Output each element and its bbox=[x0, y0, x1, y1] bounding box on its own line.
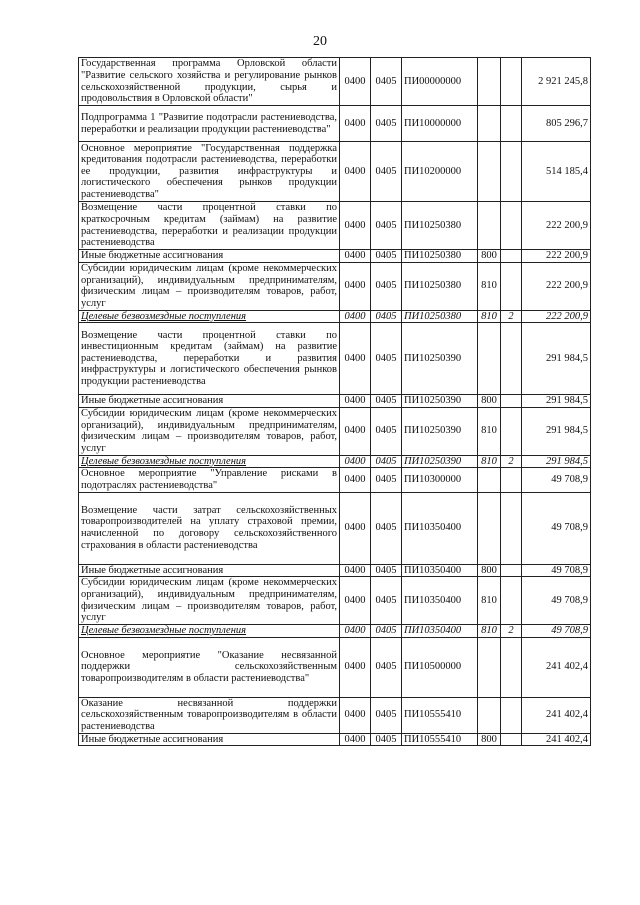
row-funding-source-code bbox=[501, 564, 522, 577]
row-target-article-code: ПИ10250390 bbox=[402, 395, 478, 408]
table-row bbox=[79, 142, 591, 202]
table-row bbox=[79, 637, 591, 697]
row-amount: 241 402,4 bbox=[522, 637, 591, 697]
row-name: Субсидии юридическим лицам (кроме некоммерческих организаций), индивидуальным предпринимателям, физическим лицам – производителям товаров, работ, услуг bbox=[79, 262, 340, 310]
row-expense-type-code: 810 bbox=[478, 407, 501, 455]
row-target-article-code: ПИ10250390 bbox=[402, 455, 478, 468]
row-name: Целевые безвозмездные поступления bbox=[79, 625, 340, 638]
row-section-code: 0400 bbox=[340, 323, 371, 395]
table-row bbox=[79, 407, 591, 455]
row-name: Основное мероприятие "Оказание несвязанной поддержки сельскохозяйственным товаропроизводителям в области растениеводства" bbox=[79, 637, 340, 697]
row-section-code: 0400 bbox=[340, 250, 371, 263]
row-expense-type-code: 810 bbox=[478, 262, 501, 310]
table-row bbox=[79, 202, 591, 250]
row-section-code: 0400 bbox=[340, 625, 371, 638]
row-subsection-code: 0405 bbox=[371, 407, 402, 455]
table-row bbox=[79, 310, 591, 323]
row-target-article-code: ПИ10250390 bbox=[402, 323, 478, 395]
row-subsection-code: 0405 bbox=[371, 625, 402, 638]
table-row bbox=[79, 250, 591, 263]
row-funding-source-code bbox=[501, 202, 522, 250]
row-subsection-code: 0405 bbox=[371, 492, 402, 564]
row-subsection-code: 0405 bbox=[371, 202, 402, 250]
row-amount: 2 921 245,8 bbox=[522, 58, 591, 106]
row-target-article-code: ПИ10250390 bbox=[402, 407, 478, 455]
row-name: Субсидии юридическим лицам (кроме некоммерческих организаций), индивидуальным предпринимателям, физическим лицам – производителям товаров, работ, услуг bbox=[79, 407, 340, 455]
row-subsection-code: 0405 bbox=[371, 323, 402, 395]
table-row bbox=[79, 468, 591, 492]
page-number: 20 bbox=[313, 34, 327, 49]
row-name: Иные бюджетные ассигнования bbox=[79, 733, 340, 746]
row-name: Подпрограмма 1 "Развитие подотрасли растениеводства, переработки и реализации продукции растениеводства" bbox=[79, 106, 340, 142]
row-funding-source-code bbox=[501, 577, 522, 625]
row-name: Основное мероприятие "Государственная поддержка кредитования подотрасли растениеводства, переработки ее продукции, развития инфраструктуры и логистического обеспечения рынков продукции растениеводства" bbox=[79, 142, 340, 202]
row-name: Субсидии юридическим лицам (кроме некоммерческих организаций), индивидуальным предпринимателям, физическим лицам – производителям товаров, работ, услуг bbox=[79, 577, 340, 625]
row-section-code: 0400 bbox=[340, 395, 371, 408]
row-subsection-code: 0405 bbox=[371, 58, 402, 106]
row-expense-type-code bbox=[478, 202, 501, 250]
table-row bbox=[79, 455, 591, 468]
row-amount: 49 708,9 bbox=[522, 625, 591, 638]
budget-table bbox=[78, 57, 591, 746]
row-amount: 291 984,5 bbox=[522, 407, 591, 455]
row-target-article-code: ПИ10350400 bbox=[402, 492, 478, 564]
row-subsection-code: 0405 bbox=[371, 310, 402, 323]
row-target-article-code: ПИ10300000 bbox=[402, 468, 478, 492]
row-target-article-code: ПИ10500000 bbox=[402, 637, 478, 697]
row-name: Иные бюджетные ассигнования bbox=[79, 564, 340, 577]
row-name: Целевые безвозмездные поступления bbox=[79, 310, 340, 323]
row-subsection-code: 0405 bbox=[371, 637, 402, 697]
row-target-article-code: ПИ10350400 bbox=[402, 577, 478, 625]
row-amount: 222 200,9 bbox=[522, 202, 591, 250]
row-amount: 241 402,4 bbox=[522, 733, 591, 746]
row-name: Государственная программа Орловской области "Развитие сельского хозяйства и регулирование рынков сельскохозяйственной продукции, сырья и продовольствия в Орловской области" bbox=[79, 58, 340, 106]
row-amount: 49 708,9 bbox=[522, 468, 591, 492]
row-funding-source-code bbox=[501, 733, 522, 746]
row-subsection-code: 0405 bbox=[371, 697, 402, 733]
row-amount: 222 200,9 bbox=[522, 250, 591, 263]
row-name: Основное мероприятие "Управление рисками в подотраслях растениеводства" bbox=[79, 468, 340, 492]
row-expense-type-code: 800 bbox=[478, 733, 501, 746]
row-funding-source-code bbox=[501, 468, 522, 492]
row-subsection-code: 0405 bbox=[371, 142, 402, 202]
row-amount: 222 200,9 bbox=[522, 262, 591, 310]
row-amount: 222 200,9 bbox=[522, 310, 591, 323]
table-row bbox=[79, 262, 591, 310]
row-section-code: 0400 bbox=[340, 492, 371, 564]
table-row bbox=[79, 733, 591, 746]
row-funding-source-code bbox=[501, 697, 522, 733]
row-name: Целевые безвозмездные поступления bbox=[79, 455, 340, 468]
row-subsection-code: 0405 bbox=[371, 455, 402, 468]
row-section-code: 0400 bbox=[340, 564, 371, 577]
row-section-code: 0400 bbox=[340, 202, 371, 250]
row-amount: 49 708,9 bbox=[522, 577, 591, 625]
row-funding-source-code bbox=[501, 58, 522, 106]
row-funding-source-code bbox=[501, 407, 522, 455]
row-expense-type-code bbox=[478, 492, 501, 564]
row-expense-type-code: 800 bbox=[478, 564, 501, 577]
table-row bbox=[79, 395, 591, 408]
table-row bbox=[79, 577, 591, 625]
row-subsection-code: 0405 bbox=[371, 468, 402, 492]
row-funding-source-code bbox=[501, 250, 522, 263]
row-funding-source-code: 2 bbox=[501, 625, 522, 638]
table-row bbox=[79, 625, 591, 638]
row-expense-type-code: 810 bbox=[478, 455, 501, 468]
table-row bbox=[79, 697, 591, 733]
row-section-code: 0400 bbox=[340, 407, 371, 455]
row-target-article-code: ПИ00000000 bbox=[402, 58, 478, 106]
row-target-article-code: ПИ10555410 bbox=[402, 697, 478, 733]
table-row bbox=[79, 58, 591, 106]
row-section-code: 0400 bbox=[340, 697, 371, 733]
row-name: Иные бюджетные ассигнования bbox=[79, 395, 340, 408]
row-section-code: 0400 bbox=[340, 577, 371, 625]
row-section-code: 0400 bbox=[340, 106, 371, 142]
row-amount: 291 984,5 bbox=[522, 395, 591, 408]
row-expense-type-code: 800 bbox=[478, 250, 501, 263]
row-target-article-code: ПИ10250380 bbox=[402, 262, 478, 310]
row-target-article-code: ПИ10250380 bbox=[402, 250, 478, 263]
row-expense-type-code: 800 bbox=[478, 395, 501, 408]
row-section-code: 0400 bbox=[340, 637, 371, 697]
row-amount: 49 708,9 bbox=[522, 492, 591, 564]
row-name: Иные бюджетные ассигнования bbox=[79, 250, 340, 263]
row-amount: 514 185,4 bbox=[522, 142, 591, 202]
row-section-code: 0400 bbox=[340, 733, 371, 746]
row-funding-source-code bbox=[501, 262, 522, 310]
row-target-article-code: ПИ10000000 bbox=[402, 106, 478, 142]
row-funding-source-code bbox=[501, 142, 522, 202]
table-row bbox=[79, 492, 591, 564]
row-section-code: 0400 bbox=[340, 468, 371, 492]
row-expense-type-code bbox=[478, 58, 501, 106]
row-amount: 291 984,5 bbox=[522, 455, 591, 468]
row-subsection-code: 0405 bbox=[371, 262, 402, 310]
row-funding-source-code bbox=[501, 106, 522, 142]
row-expense-type-code bbox=[478, 106, 501, 142]
row-subsection-code: 0405 bbox=[371, 564, 402, 577]
row-subsection-code: 0405 bbox=[371, 250, 402, 263]
row-name: Возмещение части процентной ставки по инвестиционным кредитам (займам) на развитие растениеводства, переработки и развития инфраструктуры и логистического обеспечения рынков продукции растениеводства bbox=[79, 323, 340, 395]
row-expense-type-code bbox=[478, 142, 501, 202]
row-funding-source-code bbox=[501, 323, 522, 395]
row-funding-source-code: 2 bbox=[501, 455, 522, 468]
table-row bbox=[79, 106, 591, 142]
row-section-code: 0400 bbox=[340, 262, 371, 310]
row-target-article-code: ПИ10350400 bbox=[402, 625, 478, 638]
row-expense-type-code bbox=[478, 637, 501, 697]
row-amount: 49 708,9 bbox=[522, 564, 591, 577]
row-expense-type-code: 810 bbox=[478, 577, 501, 625]
table-row bbox=[79, 564, 591, 577]
row-target-article-code: ПИ10555410 bbox=[402, 733, 478, 746]
row-expense-type-code bbox=[478, 697, 501, 733]
row-name: Оказание несвязанной поддержки сельскохозяйственным товаропроизводителям в области растениеводства bbox=[79, 697, 340, 733]
row-funding-source-code bbox=[501, 492, 522, 564]
row-target-article-code: ПИ10250380 bbox=[402, 202, 478, 250]
row-target-article-code: ПИ10200000 bbox=[402, 142, 478, 202]
row-funding-source-code bbox=[501, 395, 522, 408]
row-target-article-code: ПИ10250380 bbox=[402, 310, 478, 323]
row-subsection-code: 0405 bbox=[371, 733, 402, 746]
row-name: Возмещение части процентной ставки по краткосрочным кредитам (займам) на развитие растениеводства, переработки и реализации продукции растениеводства bbox=[79, 202, 340, 250]
row-target-article-code: ПИ10350400 bbox=[402, 564, 478, 577]
row-section-code: 0400 bbox=[340, 58, 371, 106]
table-body bbox=[79, 58, 591, 746]
row-section-code: 0400 bbox=[340, 142, 371, 202]
row-funding-source-code: 2 bbox=[501, 310, 522, 323]
row-expense-type-code bbox=[478, 323, 501, 395]
row-funding-source-code bbox=[501, 637, 522, 697]
row-amount: 241 402,4 bbox=[522, 697, 591, 733]
row-amount: 805 296,7 bbox=[522, 106, 591, 142]
row-expense-type-code: 810 bbox=[478, 625, 501, 638]
row-expense-type-code: 810 bbox=[478, 310, 501, 323]
row-subsection-code: 0405 bbox=[371, 395, 402, 408]
row-section-code: 0400 bbox=[340, 455, 371, 468]
row-expense-type-code bbox=[478, 468, 501, 492]
row-section-code: 0400 bbox=[340, 310, 371, 323]
row-subsection-code: 0405 bbox=[371, 106, 402, 142]
table-row bbox=[79, 323, 591, 395]
row-amount: 291 984,5 bbox=[522, 323, 591, 395]
row-name: Возмещение части затрат сельскохозяйственных товаропроизводителей на уплату страховой премии, начисленной по договору сельскохозяйственного страхования в области растениеводства bbox=[79, 492, 340, 564]
row-subsection-code: 0405 bbox=[371, 577, 402, 625]
